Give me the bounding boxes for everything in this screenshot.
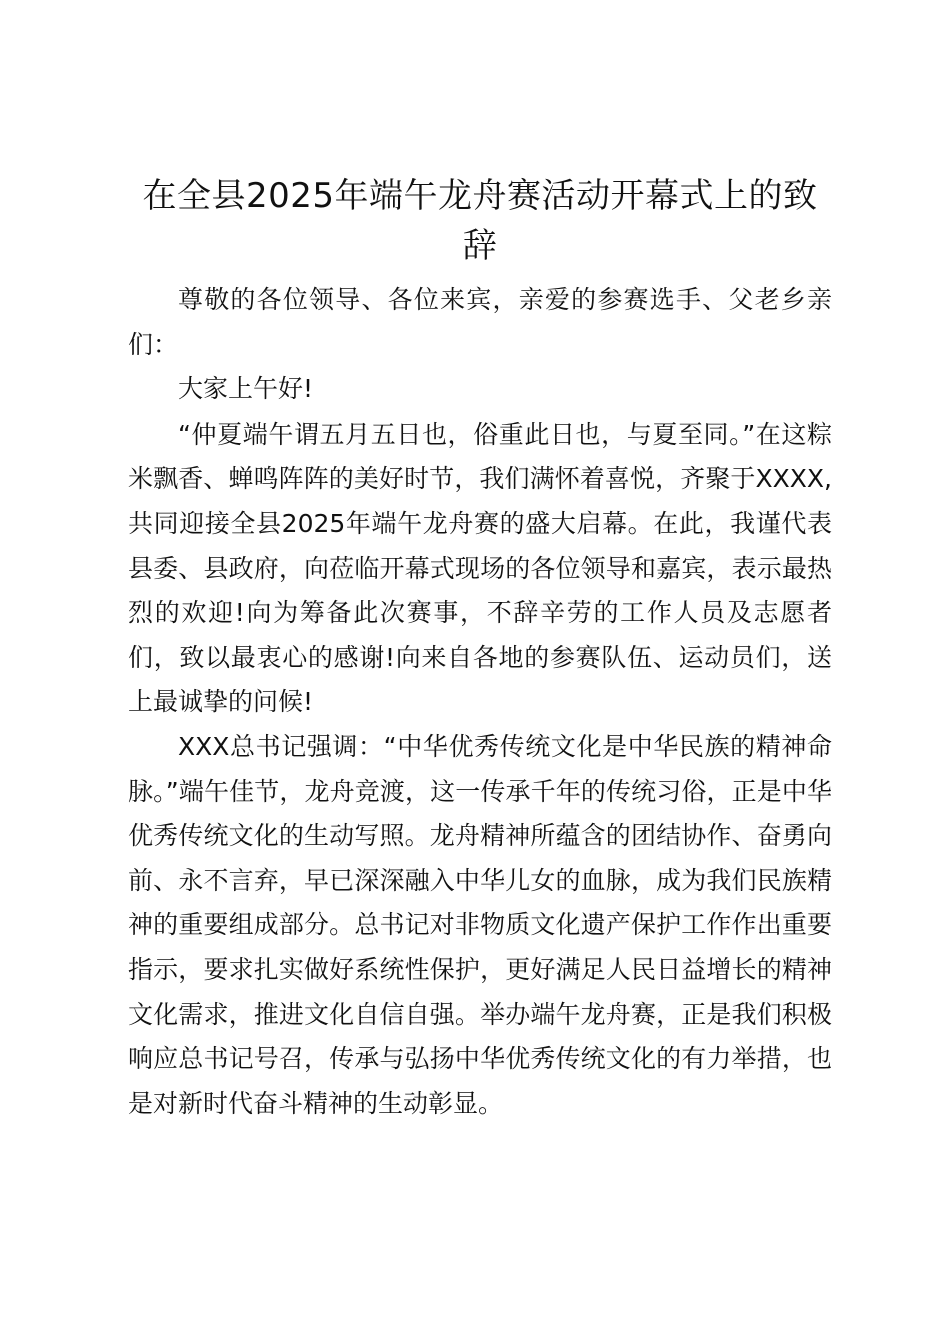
body-paragraph-2: XXX总书记强调：“中华优秀传统文化是中华民族的精神命脉。”端午佳节，龙舟竞渡，这一传承千年的传统习俗，正是中华优秀传统文化的生动写照。龙舟精神所蕴含的团结协作、奋勇向前、永不言弃，早已深深融入中华儿女的血脉，成为我们民族精神的重要组成部分。总书记对非物质文化遗产保护工作作出重要指示，要求扎实做好系统性保护，更好满足人民日益增长的精神文化需求，推进文化自信自强。举办端午龙舟赛，正是我们积极响应总书记号召，传承与弘扬中华优秀传统文化的有力举措，也是对新时代奋斗精神的生动彰显。 (128, 731, 832, 1118)
document-title: 在全县2025年端午龙舟赛活动开幕式上的致辞 (142, 176, 818, 266)
greeting-paragraph: 大家上午好! (178, 374, 314, 404)
document-body (128, 278, 832, 1126)
salutation-paragraph: 尊敬的各位领导、各位来宾，亲爱的参赛选手、父老乡亲们： (128, 285, 832, 359)
body-paragraph-1: “仲夏端午谓五月五日也，俗重此日也，与夏至同。”在这粽米飘香、蝉鸣阵阵的美好时节，我们满怀着喜悦，齐聚于XXXX,共同迎接全县2025年端午龙舟赛的盛大启幕。在此，我谨代表县委、县政府，向莅临开幕式现场的各位领导和嘉宾，表示最热烈的欢迎!向为筹备此次赛事，不辞辛劳的工作人员及志愿者们，致以最衷心的感谢!向来自各地的参赛队伍、运动员们，送上最诚挚的问候! (128, 419, 832, 717)
